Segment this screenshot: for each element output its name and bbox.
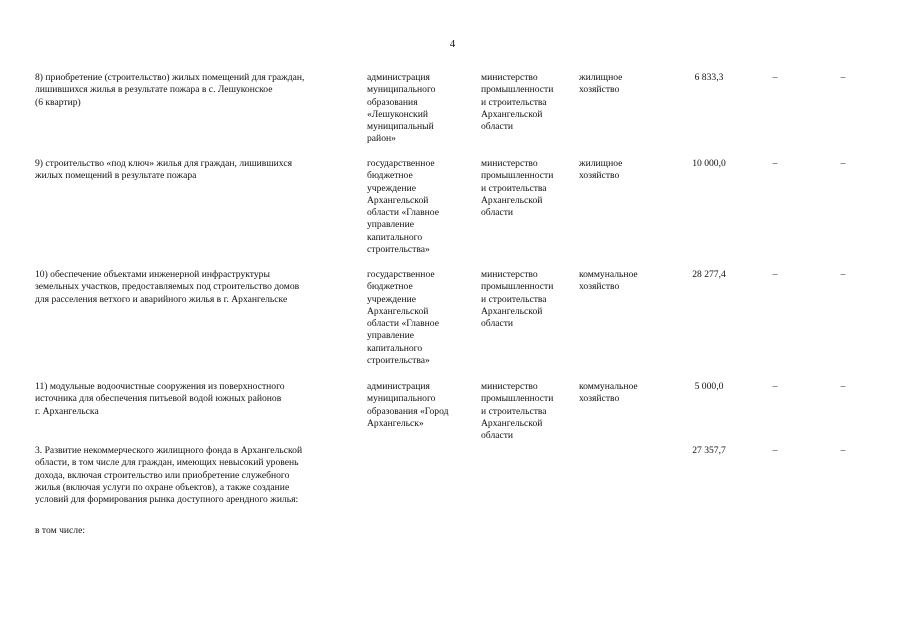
row-sector: коммунальное хозяйство — [579, 381, 638, 405]
row-ministry: министерство промышленности и строительства Архангельской области — [481, 72, 554, 133]
row-description: 11) модульные водоочистные сооружения из поверхностного источника для обеспечения питьевой водой южных районов г. Архангельска — [35, 381, 285, 417]
row-ministry: министерство промышленности и строительства Архангельской области — [481, 269, 554, 330]
row-dash-1: – — [772, 445, 778, 456]
row-dash-2: – — [840, 381, 846, 392]
row-dash-2: – — [840, 445, 846, 456]
row-description: 9) строительство «под ключ» жилья для граждан, лишившихся жилых помещений в результате пожара — [35, 158, 293, 182]
row-executor: администрация муниципального образования «Город Архангельск» — [367, 381, 449, 429]
row-amount: 5 000,0 — [694, 381, 724, 392]
row-sector: жилищное хозяйство — [579, 158, 623, 182]
row-amount: 28 277,4 — [692, 269, 726, 280]
row-dash-1: – — [772, 158, 778, 169]
row-sector: жилищное хозяйство — [579, 72, 623, 96]
including-label: в том числе: — [35, 525, 86, 536]
row-amount: 10 000,0 — [692, 158, 726, 169]
row-sector: коммунальное хозяйство — [579, 269, 638, 293]
page-number: 4 — [449, 38, 456, 50]
row-dash-1: – — [772, 381, 778, 392]
row-amount: 6 833,3 — [694, 72, 724, 83]
row-dash-2: – — [840, 72, 846, 83]
row-dash-1: – — [772, 72, 778, 83]
section-description: 3. Развитие некоммерческого жилищного фонда в Архангельской области, в том числе для граждан, имеющих невысокий уровень дохода, включая строительство или приобретение служебного жилья (включая услуги по охране объектов), а также создание условий для формирования рынка доступного арендного жилья: — [35, 445, 303, 506]
row-amount: 27 357,7 — [692, 445, 726, 456]
row-description: 8) приобретение (строительство) жилых помещений для граждан, лишившихся жилья в результате пожара в с. Лешуконское (6 квартир) — [35, 72, 305, 108]
row-ministry: министерство промышленности и строительства Архангельской области — [481, 158, 554, 219]
row-executor: государственное бюджетное учреждение Архангельской области «Главное управление капитального строительства» — [367, 269, 439, 367]
row-dash-2: – — [840, 158, 846, 169]
row-dash-1: – — [772, 269, 778, 280]
row-executor: администрация муниципального образования «Лешуконский муниципальный район» — [367, 72, 436, 145]
row-dash-2: – — [840, 269, 846, 280]
row-ministry: министерство промышленности и строительства Архангельской области — [481, 381, 554, 442]
row-executor: государственное бюджетное учреждение Архангельской области «Главное управление капитального строительства» — [367, 158, 439, 256]
row-description: 10) обеспечение объектами инженерной инфраструктуры земельных участков, предоставляемых под строительство домов для расселения ветхого и аварийного жилья в г. Архангельске — [35, 269, 300, 305]
